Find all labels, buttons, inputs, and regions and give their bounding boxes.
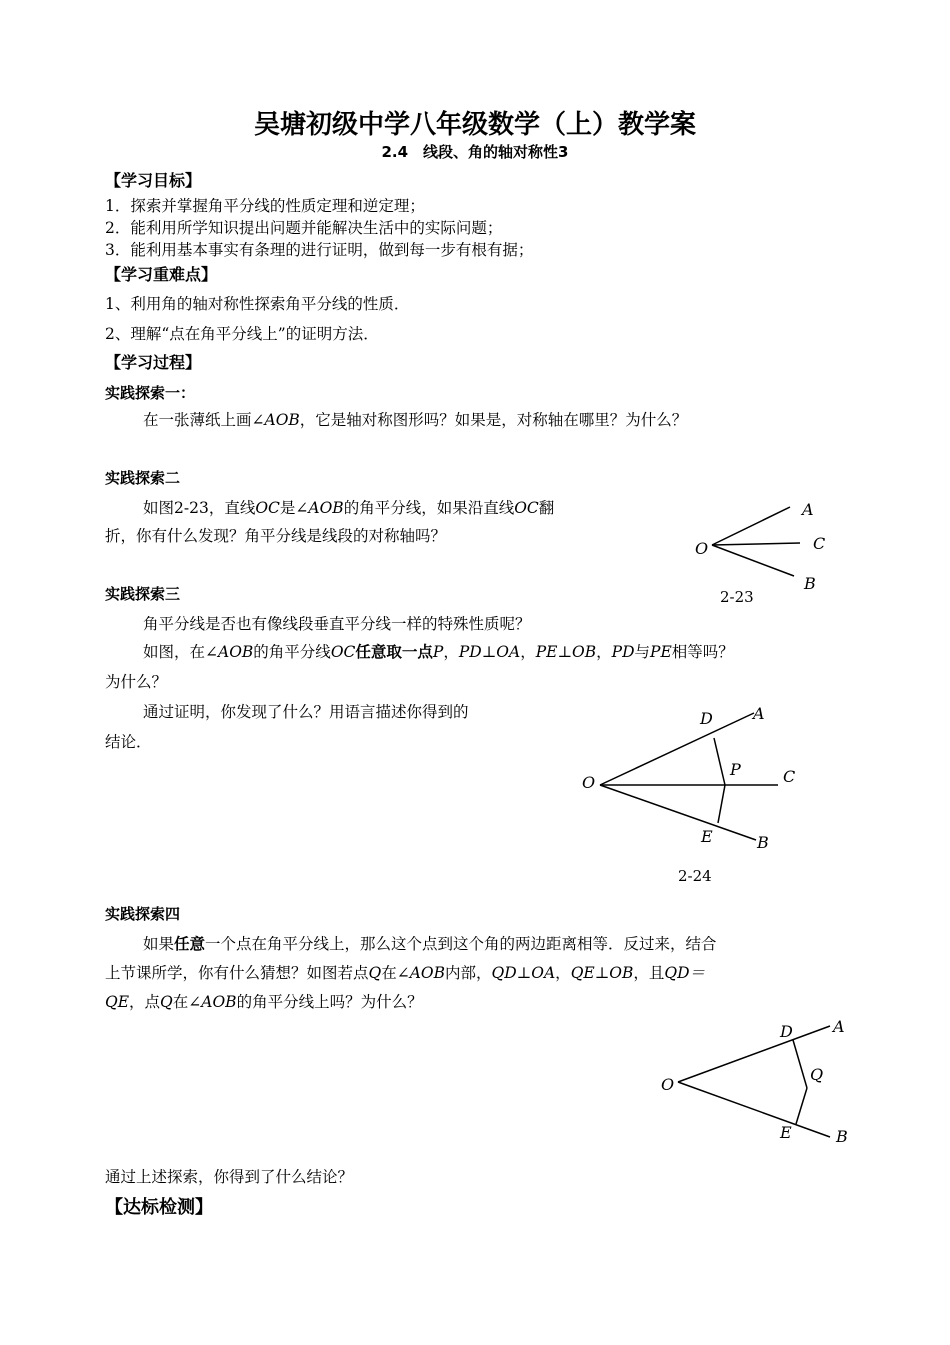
label-D: D — [780, 1022, 793, 1041]
label-B: B — [757, 833, 769, 852]
label-P: P — [730, 760, 741, 779]
objective-item: 1．探索并掌握角平分线的性质定理和逆定理； — [105, 197, 425, 215]
key-point-item: 1、利用角的轴对称性探索角平分线的性质． — [105, 295, 410, 313]
explore3-line4: 通过证明，你发现了什么？用语言描述你得到的 — [143, 703, 469, 721]
figure-2-24-caption: 2-24 — [678, 867, 712, 885]
label-C: C — [783, 767, 796, 786]
label-A: A — [753, 704, 765, 723]
label-O: O — [661, 1075, 675, 1094]
explore2-line2: 折，你有什么发现？角平分线是线段的对称轴吗？ — [105, 527, 447, 545]
check-heading: 【达标检测】 — [105, 1197, 213, 1218]
key-point-item: 2、理解“点在角平分线上”的证明方法． — [105, 325, 379, 343]
process-heading: 【学习过程】 — [105, 353, 202, 372]
explore2-title: 实践探索二 — [105, 469, 181, 487]
explore4-line2: 上节课所学，你有什么猜想？如图若点Q在∠AOB内部，QD⊥OA，QE⊥OB，且QD＝ — [105, 964, 706, 982]
label-Q: Q — [810, 1065, 824, 1084]
label-C: C — [813, 534, 826, 553]
explore4-line3: QE，点Q在∠AOB的角平分线上吗？为什么？ — [105, 993, 423, 1011]
label-D: D — [700, 709, 713, 728]
objective-item: 3．能利用基本事实有条理的进行证明，做到每一步有根有据； — [105, 241, 534, 259]
label-B: B — [804, 574, 816, 593]
conclusion-prompt: 通过上述探索，你得到了什么结论？ — [105, 1168, 354, 1186]
figure-2-24 — [570, 700, 810, 860]
figure-2-23-caption: 2-23 — [720, 588, 754, 606]
key-points-heading: 【学习重难点】 — [105, 265, 218, 284]
page-subtitle: 2.4 线段、角的轴对称性3 — [381, 143, 569, 161]
figure-2-23 — [680, 490, 840, 610]
explore3-line5: 结论． — [105, 733, 152, 751]
explore3-title: 实践探索三 — [105, 585, 181, 603]
figure-quadrilateral — [650, 1010, 860, 1150]
explore4-title: 实践探索四 — [105, 905, 181, 923]
label-O: O — [695, 539, 709, 558]
page-title: 吴塘初级中学八年级数学（上）教学案 — [253, 110, 696, 140]
explore1-text: 在一张薄纸上画∠AOB，它是轴对称图形吗？如果是，对称轴在哪里？为什么？ — [143, 411, 688, 429]
objectives-heading: 【学习目标】 — [105, 171, 202, 190]
label-O: O — [582, 773, 596, 792]
explore3-line1: 角平分线是否也有像线段垂直平分线一样的特殊性质呢？ — [143, 615, 531, 633]
explore3-line3: 为什么？ — [105, 673, 168, 691]
explore4-line1: 如果任意一个点在角平分线上，那么这个点到这个角的两边距离相等．反过来，结合 — [143, 935, 717, 953]
label-B: B — [836, 1127, 848, 1146]
explore2-line1: 如图2-23，直线OC是∠AOB的角平分线，如果沿直线OC翻 — [143, 499, 555, 517]
label-E: E — [780, 1123, 792, 1142]
label-E: E — [701, 827, 713, 846]
label-A: A — [802, 500, 814, 519]
explore3-line2: 如图，在∠AOB的角平分线OC任意取一点P，PD⊥OA，PE⊥OB，PD与PE相等吗？ — [143, 643, 734, 661]
label-A: A — [833, 1017, 845, 1036]
explore1-title: 实践探索一： — [105, 384, 196, 402]
objective-item: 2．能利用所学知识提出问题并能解决生活中的实际问题； — [105, 219, 503, 237]
